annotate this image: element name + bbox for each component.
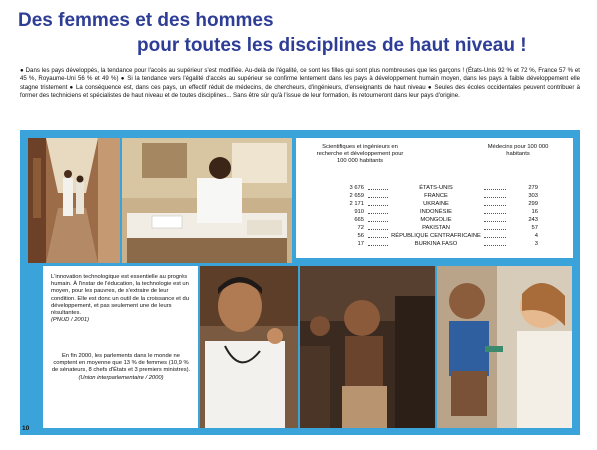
parliament-quote-text: En fin 2000, les parlements dans le monde ne comptent en moyenne que 13 % de femmes (10,9 % de sénateurs, 8 chefs d'États et 3 premiers ministres). [51,353,191,374]
stats-researchers-value: 2 659 [349,193,364,199]
page-number: 10 [22,425,30,432]
stats-country: PAKISTAN [422,225,450,231]
stats-doctors-value: 57 [531,225,538,231]
doctor-desk-photo [122,138,292,263]
stats-row [296,201,573,208]
quote-box [43,266,198,428]
technology-quote-text: L'innovation technologique est essentielle au progrès humain. À l'instar de l'éducation, la technologie est un moyen, pour les pauvres, de s'extraire de leur condition. Elle est donc un outil de la croissance et du développement, et pas seulement une de leurs résultantes. [51,274,189,317]
stats-country: FRANCE [424,193,448,199]
stats-row [296,209,573,216]
stethoscope-photo [200,266,298,428]
stats-country: ÉTATS-UNIS [419,185,453,191]
stats-researchers-value: 665 [354,217,364,223]
stats-country: BURKINA FASO [414,241,458,247]
stats-researchers-value: 910 [354,209,364,215]
statistics-table [296,138,573,258]
stats-researchers-value: 72 [357,225,364,231]
stats-header-doctors: Médecins pour 100 000 habitants [487,144,549,157]
stats-country: RÉPUBLIQUE CENTRAFRICAINE [391,233,481,239]
stats-doctors-value: 4 [534,233,538,239]
stats-doctors-value: 303 [528,193,538,199]
stats-researchers-value: 56 [357,233,364,239]
stats-country: INDONÉSIE [420,209,452,215]
stats-doctors-value: 3 [534,241,538,247]
stats-row [296,217,573,224]
stats-row [296,193,573,200]
stats-doctors-value: 243 [528,217,538,223]
stats-row [296,185,573,192]
stats-doctors-value: 16 [531,209,538,215]
intro-paragraph: ● Dans les pays développés, la tendance pour l'accès au supérieur s'est modifiée. Au-delà de l'égalité, ce sont les filles qui sont plus nombreuses que les garçons ! (États-Unis 92 % et 72 %, France 57 % et 45 %, Royaume-Uni 56 % et 49 %) ● Si la tendance vers l'égalité d'accès au supérieur se confirme lentement dans les pays à développement humain moyen, dans les pays à faible développement elle stagne tristement ● La conséquence est, dans ces pays, un effectif réduit de médecins, de chercheurs, d'ingénieurs, d'enseignants de haut niveau ● Seules des écoles occidentales peuvent contribuer à former des techniciens et spécialistes de haut niveau et de toutes disciplines... Sans être sûr qu'à l'issue de leur formation, ils retourneront dans leur pays d'origine. [20,67,580,99]
stats-researchers-value: 17 [357,241,364,247]
stats-doctors-value: 279 [528,185,538,191]
stats-row [296,225,573,232]
stats-doctors-value: 299 [528,201,538,207]
page-title-line-1: Des femmes et des hommes [18,10,274,31]
technology-quote-source: (PNUD / 2001) [51,317,90,324]
parliament-quote [51,353,191,382]
stats-country: UKRAINE [423,201,449,207]
child-exam-photo [300,266,435,428]
stats-row [296,233,573,240]
corridor-photo [28,138,120,263]
page-title-line-2: pour toutes les disciplines de haut niveau ! [137,35,527,56]
nurse-child-photo [437,266,572,428]
stats-researchers-value: 2 171 [349,201,364,207]
stats-country: MONGOLIE [420,217,452,223]
stats-header-researchers: Scientifiques et ingénieurs en recherche et développement pour 100 000 habitants [316,144,404,164]
technology-quote [51,274,191,324]
stats-row [296,241,573,248]
stats-researchers-value: 3 676 [349,185,364,191]
parliament-quote-source: (Union interparlementaire / 2000) [78,374,164,381]
